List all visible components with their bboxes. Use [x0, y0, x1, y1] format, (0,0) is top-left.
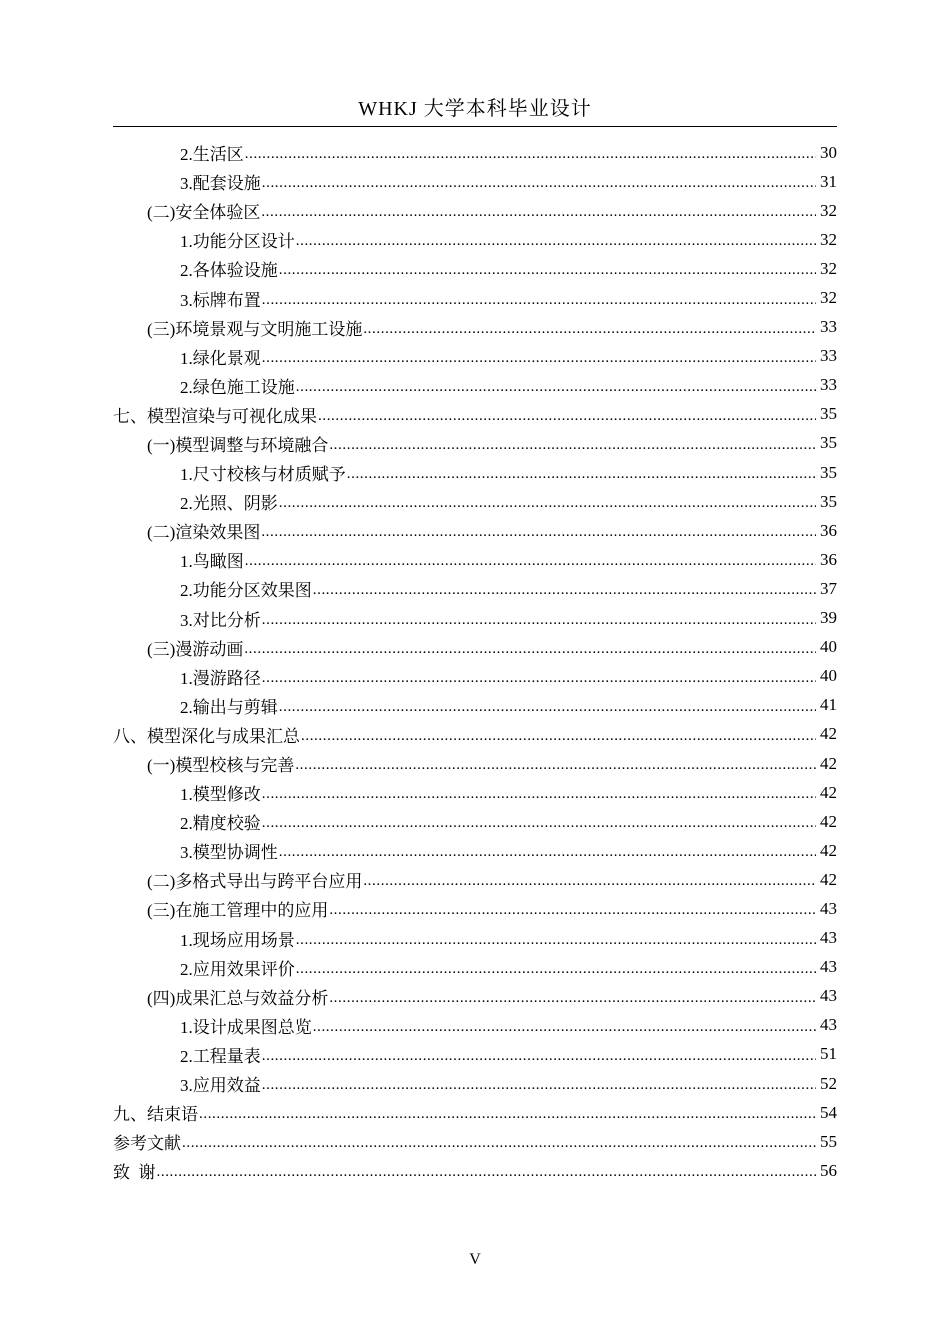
- toc-entry-title: 2.绿色施工设施: [180, 377, 295, 397]
- toc-entry-page-number: 36: [820, 520, 837, 540]
- toc-entry-title: 1.尺寸校核与材质赋予: [180, 465, 346, 485]
- toc-entry-title: 3.模型协调性: [180, 843, 278, 863]
- toc-dot-leader: [244, 641, 816, 658]
- toc-dot-leader: [295, 757, 816, 774]
- toc-entry-title: (三)漫游动画: [147, 639, 244, 659]
- toc-entry-title: 1.现场应用场景: [180, 930, 295, 950]
- toc-dot-leader: [182, 1135, 816, 1152]
- toc-entry[interactable]: [113, 545, 837, 574]
- toc-dot-leader: [313, 582, 816, 599]
- toc-entry[interactable]: [113, 196, 837, 225]
- toc-entry[interactable]: [113, 836, 837, 865]
- toc-entry-title: 2.光照、阴影: [180, 494, 278, 514]
- toc-entry[interactable]: [113, 1069, 837, 1098]
- toc-entry-page-number: 33: [820, 317, 837, 337]
- toc-dot-leader: [318, 408, 816, 425]
- toc-entry-title: 2.功能分区效果图: [180, 581, 312, 601]
- toc-dot-leader: [262, 292, 816, 309]
- toc-entry-title: (二)渲染效果图: [147, 523, 261, 543]
- toc-entry-page-number: 43: [820, 1015, 837, 1035]
- toc-entry-title: 九、结束语: [113, 1105, 198, 1125]
- toc-entry[interactable]: [113, 662, 837, 691]
- toc-entry-title: 2.精度校验: [180, 814, 261, 834]
- toc-dot-leader: [329, 902, 816, 919]
- toc-entry-title: (二)多格式导出与跨平台应用: [147, 872, 363, 892]
- toc-entry-page-number: 52: [820, 1073, 837, 1093]
- toc-entry[interactable]: [113, 342, 837, 371]
- toc-dot-leader: [296, 932, 816, 949]
- toc-entry-title: (二)安全体验区: [147, 203, 261, 223]
- toc-entry-page-number: 39: [820, 608, 837, 628]
- toc-entry[interactable]: [113, 778, 837, 807]
- toc-entry[interactable]: [113, 138, 837, 167]
- toc-entry-title: 1.功能分区设计: [180, 232, 295, 252]
- header-divider: [113, 126, 837, 127]
- toc-entry-page-number: 31: [820, 171, 837, 191]
- toc-entry-page-number: 33: [820, 375, 837, 395]
- page-number: V: [469, 1251, 481, 1268]
- toc-entry[interactable]: [113, 283, 837, 312]
- toc-entry-page-number: 42: [820, 811, 837, 831]
- toc-entry[interactable]: [113, 254, 837, 283]
- toc-entry-title: 1.模型修改: [180, 785, 261, 805]
- toc-dot-leader: [363, 873, 816, 890]
- toc-entry-page-number: 32: [820, 258, 837, 278]
- toc-entry-page-number: 42: [820, 869, 837, 889]
- toc-entry-title: 2.应用效果评价: [180, 959, 295, 979]
- toc-dot-leader: [329, 990, 816, 1007]
- toc-entry-page-number: 35: [820, 462, 837, 482]
- toc-entry-title: (三)在施工管理中的应用: [147, 901, 329, 921]
- toc-entry-page-number: 35: [820, 433, 837, 453]
- toc-dot-leader: [313, 1019, 816, 1036]
- toc-entry[interactable]: [113, 924, 837, 953]
- toc-entry[interactable]: [113, 1156, 837, 1185]
- toc-entry-page-number: 42: [820, 724, 837, 744]
- toc-entry-page-number: 41: [820, 695, 837, 715]
- toc-dot-leader: [301, 728, 816, 745]
- toc-entry[interactable]: [113, 865, 837, 894]
- toc-entry[interactable]: [113, 429, 837, 458]
- toc-entry-page-number: 37: [820, 578, 837, 598]
- toc-entry-page-number: 33: [820, 346, 837, 366]
- toc-entry-title: 1.设计成果图总览: [180, 1017, 312, 1037]
- toc-entry[interactable]: [113, 807, 837, 836]
- toc-entry-page-number: 43: [820, 957, 837, 977]
- toc-entry-page-number: 43: [820, 928, 837, 948]
- toc-entry-title: 3.配套设施: [180, 174, 261, 194]
- toc-dot-leader: [199, 1106, 816, 1123]
- toc-entry[interactable]: [113, 953, 837, 982]
- toc-entry-title: 3.标牌布置: [180, 290, 261, 310]
- toc-entry-title: (三)环境景观与文明施工设施: [147, 319, 363, 339]
- toc-entry[interactable]: [113, 604, 837, 633]
- toc-dot-leader: [296, 379, 816, 396]
- toc-dot-leader: [279, 844, 816, 861]
- toc-entry-page-number: 43: [820, 986, 837, 1006]
- toc-entry-title: 3.对比分析: [180, 610, 261, 630]
- toc-dot-leader: [262, 1077, 816, 1094]
- toc-entry[interactable]: [113, 982, 837, 1011]
- toc-entry[interactable]: [113, 894, 837, 923]
- toc-entry-title: 1.绿化景观: [180, 348, 261, 368]
- toc-entry-title: 致 谢: [113, 1163, 156, 1183]
- toc-dot-leader: [261, 204, 816, 221]
- toc-entry-title: (一)模型调整与环境融合: [147, 435, 329, 455]
- toc-entry[interactable]: [113, 487, 837, 516]
- page-header-title: WHKJ 大学本科毕业设计: [358, 98, 592, 120]
- toc-entry-title: 2.生活区: [180, 145, 244, 165]
- toc-dot-leader: [157, 1164, 817, 1181]
- toc-dot-leader: [262, 175, 816, 192]
- toc-entry-title: (四)成果汇总与效益分析: [147, 988, 329, 1008]
- toc-entry[interactable]: [113, 167, 837, 196]
- toc-entry[interactable]: [113, 1127, 837, 1156]
- toc-entry-page-number: 32: [820, 200, 837, 220]
- toc-entry-page-number: 51: [820, 1044, 837, 1064]
- toc-entry[interactable]: [113, 720, 837, 749]
- toc-dot-leader: [262, 350, 816, 367]
- toc-dot-leader: [296, 961, 816, 978]
- toc-entry[interactable]: [113, 1098, 837, 1127]
- toc-entry-page-number: 30: [820, 142, 837, 162]
- toc-entry-page-number: 40: [820, 666, 837, 686]
- toc-entry-title: 2.工程量表: [180, 1046, 261, 1066]
- toc-entry-title: 2.输出与剪辑: [180, 697, 278, 717]
- toc-dot-leader: [363, 321, 816, 338]
- toc-dot-leader: [262, 1048, 816, 1065]
- table-of-contents: [113, 138, 837, 1185]
- toc-entry-page-number: 32: [820, 229, 837, 249]
- toc-dot-leader: [279, 699, 816, 716]
- toc-entry-title: 八、模型深化与成果汇总: [113, 726, 300, 746]
- toc-dot-leader: [245, 553, 816, 570]
- toc-dot-leader: [262, 786, 816, 803]
- toc-entry-page-number: 42: [820, 753, 837, 773]
- toc-entry-page-number: 54: [820, 1102, 837, 1122]
- toc-entry[interactable]: [113, 458, 837, 487]
- toc-entry[interactable]: [113, 400, 837, 429]
- toc-entry-page-number: 56: [820, 1160, 837, 1180]
- toc-dot-leader: [329, 437, 816, 454]
- toc-entry-title: 七、模型渲染与可视化成果: [113, 406, 317, 426]
- toc-entry-title: (一)模型校核与完善: [147, 756, 295, 776]
- toc-entry-title: 参考文献: [113, 1134, 181, 1154]
- toc-dot-leader: [279, 495, 816, 512]
- toc-dot-leader: [245, 146, 816, 163]
- toc-dot-leader: [347, 466, 816, 483]
- toc-entry-title: 1.漫游路径: [180, 668, 261, 688]
- toc-dot-leader: [262, 815, 816, 832]
- toc-entry-page-number: 55: [820, 1131, 837, 1151]
- toc-entry-page-number: 43: [820, 898, 837, 918]
- toc-entry-page-number: 42: [820, 840, 837, 860]
- toc-entry[interactable]: [113, 313, 837, 342]
- toc-entry-title: 2.各体验设施: [180, 261, 278, 281]
- toc-entry[interactable]: [113, 225, 837, 254]
- toc-entry[interactable]: [113, 371, 837, 400]
- toc-entry[interactable]: [113, 749, 837, 778]
- toc-dot-leader: [262, 612, 816, 629]
- toc-entry[interactable]: [113, 574, 837, 603]
- toc-entry[interactable]: [113, 691, 837, 720]
- toc-dot-leader: [279, 262, 816, 279]
- toc-entry-title: 1.鸟瞰图: [180, 552, 244, 572]
- toc-entry[interactable]: [113, 1040, 837, 1069]
- toc-entry-title: 3.应用效益: [180, 1076, 261, 1096]
- toc-entry[interactable]: [113, 633, 837, 662]
- toc-entry-page-number: 35: [820, 491, 837, 511]
- toc-entry-page-number: 32: [820, 288, 837, 308]
- toc-entry-page-number: 36: [820, 549, 837, 569]
- toc-entry-page-number: 40: [820, 637, 837, 657]
- toc-dot-leader: [261, 524, 816, 541]
- toc-entry-page-number: 35: [820, 404, 837, 424]
- toc-entry-page-number: 42: [820, 782, 837, 802]
- toc-dot-leader: [262, 670, 816, 687]
- toc-dot-leader: [296, 233, 816, 250]
- toc-entry[interactable]: [113, 516, 837, 545]
- toc-entry[interactable]: [113, 1011, 837, 1040]
